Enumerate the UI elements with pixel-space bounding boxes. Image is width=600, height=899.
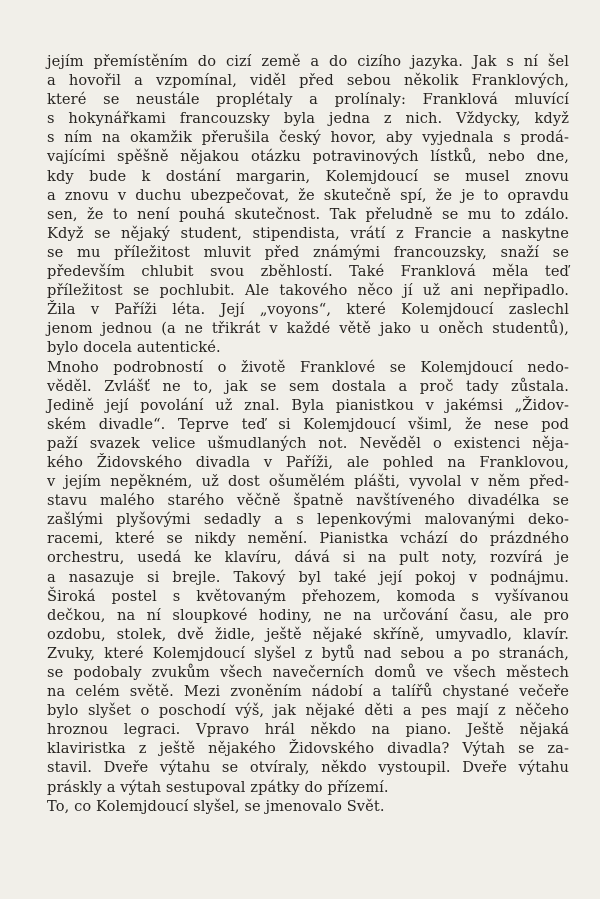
text-line: jenom jednou (a ne třikrát v každé větě jako u oněch studentů), <box>47 320 569 338</box>
text-line: s ním na okamžik přerušila český hovor, aby vyjednala s prodá- <box>47 129 569 147</box>
text-line: se mu příležitost mluvit před známými francouzsky, snaží se <box>47 243 569 261</box>
text-line: Mnoho podrobností o životě Franklové se Kolemjdoucí nedo- <box>47 358 569 376</box>
text-line: sen, že to není pouhá skutečnost. Tak přeludně se mu to zdálo. <box>47 205 569 223</box>
text-line: hroznou legraci. Vpravo hrál někdo na piano. Ještě nějaká <box>47 721 569 739</box>
text-line: které se neustále proplétaly a prolínaly: Franklová mluvící <box>47 91 569 109</box>
text-line: Žila v Paříži léta. Její „voyons“, které Kolemjdoucí zaslechl <box>47 301 569 319</box>
text-line: racemi, které se nikdy nemění. Pianistka vchází do prázdného <box>47 530 569 548</box>
text-line: ozdobu, stolek, dvě židle, ještě nějaké skříně, umyvadlo, klavír. <box>47 625 569 643</box>
text-line: kdy bude k dostání margarin, Kolemjdoucí se musel znovu <box>47 167 569 185</box>
text-line: s hokynářkami francouzsky byla jedna z nich. Vždycky, když <box>47 110 569 128</box>
text-line: dečkou, na ní sloupkové hodiny, ne na určování času, ale pro <box>47 606 569 624</box>
text-line: paží svazek velice ušmudlaných not. Nevěděl o existenci něja- <box>47 434 569 452</box>
text-line: stavil. Dveře výtahu se otvíraly, někdo vystoupil. Dveře výtahu <box>47 759 569 777</box>
text-line: věděl. Zvlášť ne to, jak se sem dostala a proč tady zůstala. <box>47 377 569 395</box>
text-line: Jedině její povolání už znal. Byla pianistkou v jakémsi „Židov- <box>47 396 569 414</box>
text-line: příležitost se pochlubit. Ale takového něco jí už ani nepřipadlo. <box>47 282 569 300</box>
text-line: Zvuky, které Kolemjdoucí slyšel z bytů nad sebou a po stranách, <box>47 644 569 662</box>
text-line: vajícími spěšně nějakou otázku potravinových lístků, nebo dne, <box>47 148 569 166</box>
text-line: Když se nějaký student, stipendista, vrátí z Francie a naskytne <box>47 224 569 242</box>
text-line: kého Židovského divadla v Paříži, ale pohled na Franklovou, <box>47 453 569 471</box>
paragraph-end-line: bylo docela autentické. <box>47 339 221 357</box>
text-line: stavu malého starého věčně špatně navštíveného divadélka se <box>47 492 569 510</box>
text-line: orchestru, usedá ke klavíru, dává si na pult noty, rozvírá je <box>47 549 569 567</box>
text-line: především chlubit svou zběhlostí. Také Franklová měla teď <box>47 263 569 281</box>
text-line: a znovu v duchu ubezpečovat, že skutečně spí, že je to opravdu <box>47 186 569 204</box>
body-text <box>47 52 569 816</box>
text-line: ském divadle“. Teprve teď si Kolemjdoucí všiml, že nese pod <box>47 415 569 433</box>
paragraph-end-line: práskly a výtah sestupoval zpátky do přízemí. <box>47 778 389 796</box>
text-line: se podobaly zvukům všech navečerních domů ve všech městech <box>47 664 569 681</box>
text-line: a hovořil a vzpomínal, viděl před sebou několik Franklových, <box>47 72 569 90</box>
text-line: bylo slyšet o poschodí výš, jak nějaké děti a pes mají z něčeho <box>47 702 569 720</box>
text-line: na celém světě. Mezi zvoněním nádobí a talířů chystané večeře <box>47 683 569 701</box>
final-line: To, co Kolemjdoucí slyšel, se jmenovalo Svět. <box>47 797 385 815</box>
text-line: klaviristka z ještě nějakého Židovského divadla? Výtah se za- <box>47 740 569 758</box>
text-line: zašlými plyšovými sedadly a s lepenkovými malovanými deko- <box>47 511 569 529</box>
text-line: v jejím nepěkném, už dost ošumělém plášti, vyvolal v něm před- <box>47 473 569 491</box>
text-line: jejím přemístěním do cizí země a do cizího jazyka. Jak s ní šel <box>47 53 569 70</box>
text-line: a nasazuje si brejle. Takový byl také její pokoj v podnájmu. <box>47 568 569 586</box>
text-line: Široká postel s květovaným přehozem, komoda s vyšívanou <box>47 587 569 605</box>
